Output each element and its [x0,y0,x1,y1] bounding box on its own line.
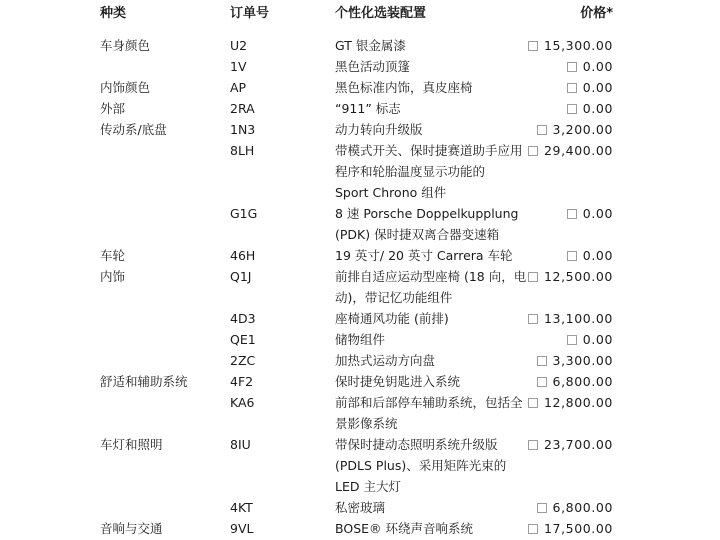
option-checkbox[interactable] [528,146,538,156]
option-checkbox[interactable] [537,125,547,135]
table-row [0,35,720,56]
table-row [0,497,720,518]
option-description-line: 保时捷免钥匙进入系统 [335,374,461,389]
order-code-cell: 46H [230,248,256,263]
table-body [0,35,720,539]
price-cell [567,77,613,98]
option-description-cell [335,56,600,77]
order-code-cell: 1V [230,59,247,74]
option-description-line: LED 主大灯 [335,479,401,494]
option-description-line: 19 英寸/ 20 英寸 Carrera 车轮 [335,248,513,263]
price-cell [528,308,613,329]
option-checkbox[interactable] [567,62,577,72]
option-description-line: 前部和后部停车辅助系统，包括全 [335,395,523,410]
price-cell [528,392,613,413]
price-cell [537,497,613,518]
order-code-cell: 8LH [230,143,255,158]
price-value: 6,800.00 [552,374,613,389]
price-cell [528,140,613,161]
price-value: 0.00 [582,248,613,263]
order-code-cell: Q1J [230,269,252,284]
price-cell [567,329,613,350]
price-cell [567,56,613,77]
header-options: 个性化选装配置 [335,6,427,21]
price-value: 0.00 [582,206,613,221]
option-checkbox[interactable] [528,398,538,408]
table-row [0,56,720,77]
price-value: 15,300.00 [543,38,613,53]
option-description-line: BOSE® 环绕声音响系统 [335,521,474,536]
option-description-line: (PDK) 保时捷双离合器变速箱 [335,227,500,242]
order-code-cell: 4D3 [230,311,256,326]
price-value: 29,400.00 [543,143,613,158]
option-description-cell [335,245,600,266]
option-checkbox[interactable] [537,356,547,366]
price-cell [567,245,613,266]
category-cell: 舒适和辅助系统 [100,374,188,389]
order-code-cell: 1N3 [230,122,256,137]
price-cell [528,434,613,455]
order-code-cell: U2 [230,38,248,53]
table-row [0,350,720,371]
price-cell [567,203,613,224]
option-description-line: 8 速 Porsche Doppelkupplung [335,206,519,221]
table-header [0,3,720,24]
price-cell [537,119,613,140]
option-description-line: 动力转向升级版 [335,122,423,137]
order-code-cell: 8IU [230,437,251,452]
table-row [0,392,720,434]
table-row [0,308,720,329]
option-description-line: 黑色活动顶篷 [335,59,411,74]
option-description-line: (PDLS Plus)、采用矩阵光束的 [335,458,507,473]
category-cell: 内饰颜色 [100,80,151,95]
price-value: 3,300.00 [552,353,613,368]
price-value: 17,500.00 [543,521,613,536]
option-checkbox[interactable] [567,104,577,114]
order-code-cell: KA6 [230,395,255,410]
table-row [0,77,720,98]
price-value: 6,800.00 [552,500,613,515]
price-value: 12,800.00 [543,395,613,410]
price-cell [537,350,613,371]
option-description-line: 加热式运动方向盘 [335,353,436,368]
option-checkbox[interactable] [567,83,577,93]
option-description-line: 座椅通风功能 (前排) [335,311,449,326]
order-code-cell: G1G [230,206,258,221]
category-cell: 音响与交通 [100,521,163,536]
option-checkbox[interactable] [528,524,538,534]
price-cell [528,35,613,56]
price-cell [567,98,613,119]
header-category: 种类 [100,6,127,21]
category-cell: 传动系/底盘 [100,122,167,137]
order-code-cell: 4F2 [230,374,254,389]
option-description-line: 带模式开关、保时捷赛道助手应用 [335,143,523,158]
header-price: 价格* [580,6,613,21]
option-checkbox[interactable] [567,209,577,219]
option-description-line: 储物组件 [335,332,386,347]
table-row [0,266,720,308]
price-value: 0.00 [582,332,613,347]
option-checkbox[interactable] [528,314,538,324]
price-cell [537,371,613,392]
option-description-cell [335,77,600,98]
table-row [0,140,720,203]
option-checkbox[interactable] [567,251,577,261]
table-row [0,371,720,392]
option-description-line: 景影像系统 [335,416,398,431]
order-code-cell: 2ZC [230,353,256,368]
price-value: 0.00 [582,101,613,116]
option-checkbox[interactable] [537,377,547,387]
option-checkbox[interactable] [537,503,547,513]
order-code-cell: 9VL [230,521,254,536]
option-checkbox[interactable] [567,335,577,345]
price-cell [528,266,613,287]
header-order-no: 订单号 [230,6,270,21]
option-description-line: GT 银金属漆 [335,38,406,53]
table-row [0,119,720,140]
option-description-line: 黑色标准内饰，真皮座椅 [335,80,473,95]
option-description-line: “911” 标志 [335,101,401,116]
price-value: 12,500.00 [543,269,613,284]
order-code-cell: 2RA [230,101,255,116]
price-cell [528,518,613,539]
option-description-line: 私密玻璃 [335,500,386,515]
table-row [0,434,720,497]
option-checkbox[interactable] [528,272,538,282]
table-row [0,329,720,350]
option-description-line: 前排自适应运动型座椅 (18 向，电 [335,269,527,284]
table-row [0,518,720,539]
category-cell: 车灯和照明 [100,437,163,452]
table-row [0,98,720,119]
order-code-cell: AP [230,80,247,95]
price-value: 0.00 [582,80,613,95]
option-description-line: 程序和轮胎温度显示功能的 [335,164,486,179]
order-code-cell: 4KT [230,500,253,515]
option-checkbox[interactable] [528,41,538,51]
category-cell: 车身颜色 [100,38,151,53]
price-value: 23,700.00 [543,437,613,452]
option-description-line: 动)，带记忆功能组件 [335,290,453,305]
option-description-cell [335,98,600,119]
table-row [0,245,720,266]
option-checkbox[interactable] [528,440,538,450]
order-code-cell: QE1 [230,332,256,347]
category-cell: 外部 [100,101,126,116]
category-cell: 内饰 [100,269,126,284]
price-value: 3,200.00 [552,122,613,137]
option-description-line: 带保时捷动态照明系统升级版 [335,437,498,452]
option-description-line: Sport Chrono 组件 [335,185,447,200]
category-cell: 车轮 [100,248,126,263]
option-description-cell [335,329,600,350]
table-row [0,203,720,245]
option-description-cell [335,203,600,245]
price-value: 0.00 [582,59,613,74]
price-value: 13,100.00 [543,311,613,326]
